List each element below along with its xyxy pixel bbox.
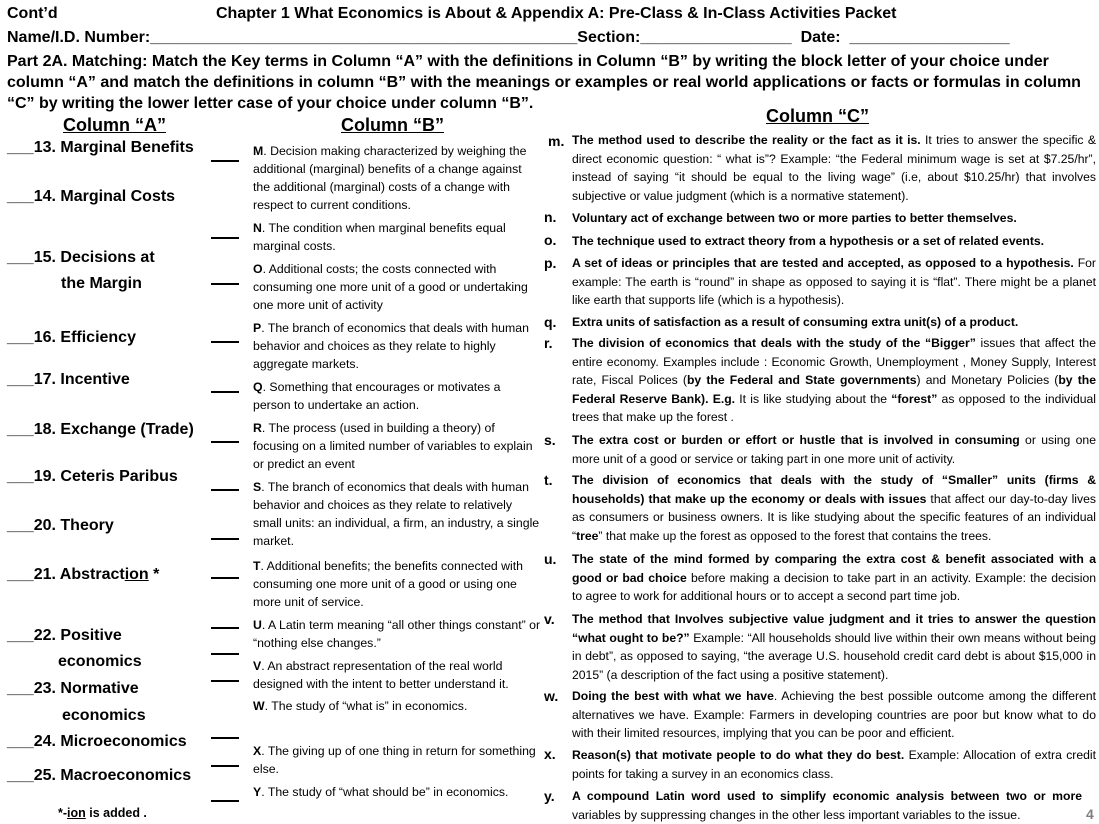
c-letter-o: o.: [544, 232, 557, 248]
definition-x: X. The giving up of one thing in return for something else.: [253, 744, 536, 776]
definition-p: P. The branch of economics that deals with human behavior and choices as they relate to highly aggregate markets.: [253, 321, 529, 371]
definition-s: S. The branch of economics that deals with human behavior and choices as they relate to relatively small units: an individual, a firm, an industry, a single market.: [253, 480, 540, 548]
definition-n: N. The condition when marginal benefits equal marginal costs.: [253, 221, 506, 253]
term-22[interactable]: ___22. Positive: [7, 627, 122, 644]
date-label: Date:: [800, 29, 841, 46]
term-18[interactable]: ___18. Exchange (Trade): [7, 421, 194, 438]
answer-blank[interactable]: [211, 237, 239, 239]
c-letter-v: v.: [544, 611, 555, 627]
c-letter-s: s.: [544, 432, 556, 448]
meaning-t: The division of economics that deals with the study of “Smaller” units (firms & households) that make up the economy or deals with issues that affect our day-to-day lives as consumers or business owners. It is like studying about the specific features of an individual “tree” that make up the forest as opposed to the forest that contains the trees.: [572, 473, 1096, 543]
term-15-line2: the Margin: [61, 275, 142, 292]
term-23-line2: economics: [62, 707, 146, 724]
term-14[interactable]: ___14. Marginal Costs: [7, 188, 176, 205]
answer-blank[interactable]: [211, 441, 239, 443]
c-letter-x: x.: [544, 746, 556, 762]
definition-t: T. Additional benefits; the benefits connected with consuming one more unit of a good or using one more unit of service.: [253, 559, 524, 609]
name-label: Name/I.D. Number:: [7, 29, 151, 46]
term-13[interactable]: ___13. Marginal Benefits: [7, 139, 194, 156]
meaning-r: The division of economics that deals with the study of the “Bigger” issues that affect the entire economy. Examples include : Economic Growth, Unemployment , Money Supply, Interest rate, Fiscal Polices (by the Federal and State governments) and Monetary Policies (by the Federal Reserve Bank). E.g. It is like studying about the “forest” as opposed to the individual trees that make up the forest .: [572, 336, 1097, 424]
c-letter-p: p.: [544, 255, 557, 271]
term-20[interactable]: ___20. Theory: [7, 517, 114, 534]
definition-r: R. The process (used in building a theory) of focusing on a limited number of variables to explain or predict an event: [253, 421, 533, 471]
meaning-v: The method that Involves subjective value judgment and it tries to answer the question “what ought to be?” Example: “All households should live within their own means without being in debt”, as opposed to saying, “the average U.S. household credit card debt is about $15,000 in 2015” (a description of the fact using a positive statement).: [572, 612, 1096, 682]
c-letter-m: m.: [548, 133, 565, 149]
answer-blank[interactable]: [211, 283, 239, 285]
meaning-u: The state of the mind formed by comparing the extra cost & benefit associated with a good or bad choice before making a decision to take part in an activity. Example: the decision to agree to work for additional hours or to accept a second part time job.: [572, 552, 1096, 603]
answer-blank[interactable]: [211, 577, 239, 579]
meaning-x: Reason(s) that motivate people to do what they do best. Example: Allocation of extra credit points for taking a survey in an economics class.: [572, 748, 1096, 781]
answer-blank[interactable]: [211, 391, 239, 393]
c-letter-q: q.: [544, 314, 557, 330]
answer-blank[interactable]: [211, 489, 239, 491]
term-19[interactable]: ___19. Ceteris Paribus: [7, 468, 178, 485]
c-letter-t: t.: [544, 472, 553, 488]
column-b-title: Column “B”: [341, 115, 444, 135]
meaning-y: A compound Latin word used to simplify economic analysis between two or more variables by suppressing changes in the other less important variables to the issue.: [572, 789, 1082, 822]
answer-blank[interactable]: [211, 653, 239, 655]
answer-blank[interactable]: [211, 800, 239, 802]
c-letter-u: u.: [544, 551, 557, 567]
definition-u: U. A Latin term meaning “all other things constant” or “nothing else changes.”: [253, 618, 541, 650]
answer-blank[interactable]: [211, 680, 239, 682]
c-letter-w: w.: [544, 688, 559, 704]
term-17[interactable]: ___17. Incentive: [7, 371, 130, 388]
answer-blank[interactable]: [211, 737, 239, 739]
definition-v: V. An abstract representation of the real world designed with the intent to better understand it.: [253, 659, 509, 691]
c-letter-y: y.: [544, 788, 555, 804]
column-c-title: Column “C”: [766, 106, 869, 126]
meaning-q: Extra units of satisfaction as a result of consuming extra unit(s) of a product.: [572, 315, 1019, 329]
meaning-p: A set of ideas or principles that are tested and accepted, as opposed to a hypothesis. For example: The earth is “round” in shape as opposed to saying it is “flat”. There might be a planet like earth that supports life (which is a hypothesis).: [572, 256, 1096, 307]
page-title: Chapter 1 What Economics is About & Appendix A: Pre-Class & In-Class Activities Packet: [216, 5, 897, 22]
contd-label: Cont’d: [7, 5, 58, 22]
id-row: [7, 28, 1010, 48]
term-23[interactable]: ___23. Normative: [7, 680, 139, 697]
c-letter-r: r.: [544, 335, 553, 351]
answer-blank[interactable]: [211, 160, 239, 162]
answer-blank[interactable]: [211, 538, 239, 540]
term-21[interactable]: ___21. Abstraction *: [7, 566, 160, 583]
meaning-o: The technique used to extract theory from a hypothesis or a set of related events.: [572, 234, 1045, 248]
definition-m: M. Decision making characterized by weighing the additional (marginal) benefits of a change against the additional (marginal) costs of a change with respect to current conditions.: [253, 144, 527, 212]
definition-w: W. The study of “what is” in economics.: [253, 699, 468, 713]
answer-blank[interactable]: [211, 341, 239, 343]
name-field[interactable]: ________________________________________________: [150, 29, 578, 46]
date-field[interactable]: __________________: [849, 29, 1010, 46]
term-24[interactable]: ___24. Microeconomics: [7, 733, 187, 750]
c-letter-n: n.: [544, 209, 557, 225]
definition-o: O. Additional costs; the costs connected with consuming one more unit of a good or undertaking one more unit of activity: [253, 262, 528, 312]
meaning-w: Doing the best with what we have. Achieving the best possible outcome among the different alternatives we have. Example: Farmers in developing countries are poor but know what to do with their limited resources, implying that you can be poor and efficient.: [572, 689, 1096, 740]
section-field[interactable]: _________________: [640, 29, 792, 46]
meaning-m: The method used to describe the reality or the fact as it is. It tries to answer the specific & direct economic question: “ what is”? Example: “the Federal minimum wage is set at $7.25/hr”, instead of saying “it should be equal to the living wage” (i.e, about $10.25/hr) that involves subjective or value judgment (which is a normative statement).: [572, 133, 1096, 203]
term-15[interactable]: ___15. Decisions at: [7, 249, 155, 266]
meaning-n: Voluntary act of exchange between two or more parties to better themselves.: [572, 211, 1017, 225]
answer-blank[interactable]: [211, 627, 239, 629]
section-label: Section:: [577, 29, 641, 46]
definition-q: Q. Something that encourages or motivates a person to undertake an action.: [253, 380, 501, 412]
definition-y: Y. The study of “what should be” in economics.: [253, 785, 509, 799]
meaning-s: The extra cost or burden or effort or hustle that is involved in consuming or using one more unit of a good or service or taking part in one more unit of activity.: [572, 433, 1096, 466]
answer-blank[interactable]: [211, 765, 239, 767]
page-number: 4: [1086, 806, 1094, 822]
term-25[interactable]: ___25. Macroeconomics: [7, 767, 192, 784]
term-22-line2: economics: [58, 653, 142, 670]
footnote: *-ion is added .: [58, 806, 147, 820]
instructions: Part 2A. Matching: Match the Key terms in Column “A” with the definitions in Column “B” by writing the block letter of your choice under column “A” and match the definitions in column “B” with the meanings or examples or real world applications or facts or formulas in column “C” by writing the lower letter case of your choice under column “B”.: [7, 53, 1081, 112]
term-16[interactable]: ___16. Efficiency: [7, 329, 136, 346]
column-a-title: Column “A”: [63, 115, 166, 135]
